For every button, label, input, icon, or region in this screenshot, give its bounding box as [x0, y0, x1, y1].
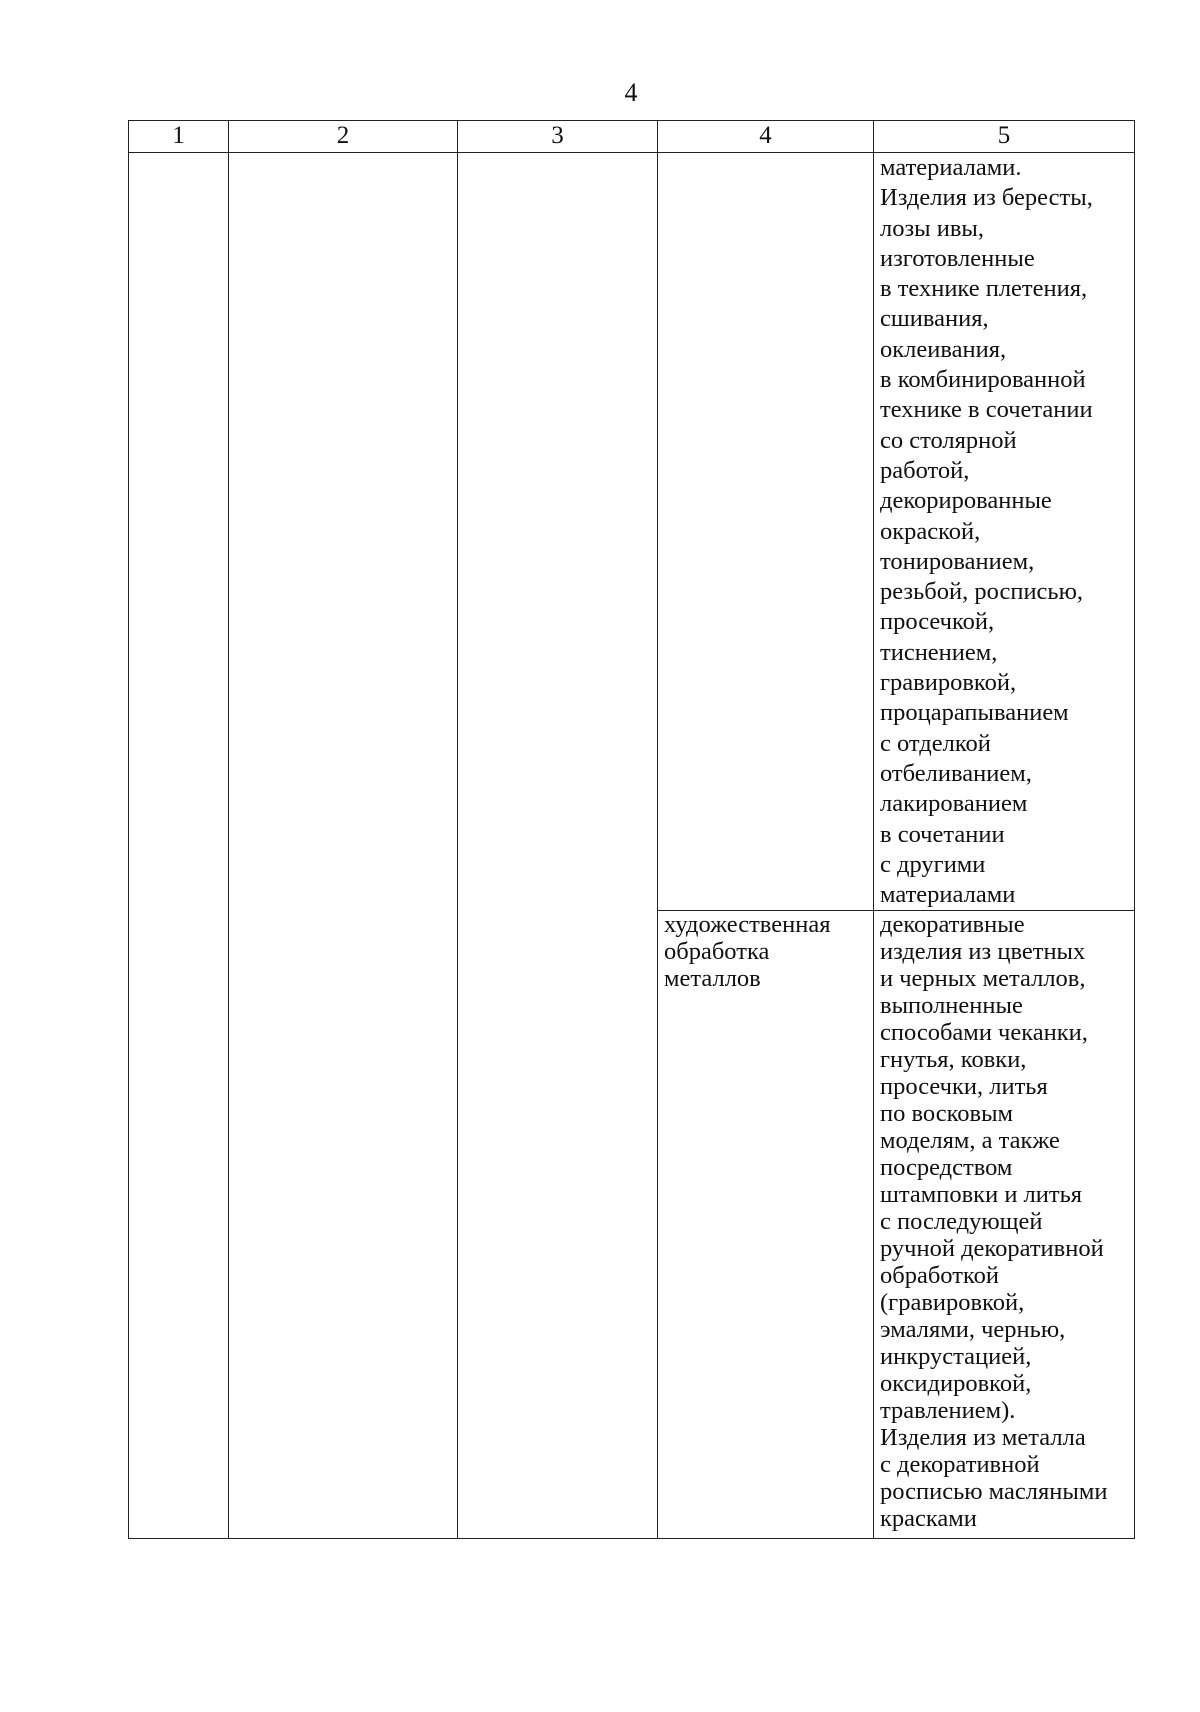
- table-cell-col5: [874, 911, 1135, 1539]
- column-header-1: 1: [129, 121, 229, 153]
- table-cell-col1: [129, 153, 229, 1539]
- table-header-row: [129, 121, 1135, 153]
- column-header-5: 5: [874, 121, 1135, 153]
- table-cell-col4: [658, 153, 874, 911]
- column-header-4: 4: [658, 121, 874, 153]
- table-cell-col5: [874, 153, 1135, 911]
- cell-text-row2-col4: художественная обработка металлов: [664, 911, 831, 993]
- table-row: [129, 153, 1135, 911]
- table-cell-col3: [458, 153, 658, 1539]
- cell-text-row2-col5: декоративные изделия из цветных и черных металлов, выполненные способами чеканки, гнутья, ковки, просечки, литья по восковым моделям, а также посредством штамповки и литья с последующей ручной декоративной обработкой (гравировкой, эмалями, чернью, инкрустацией, оксидировкой, травлением). Изделия из металла с декоративной росписью масляными красками: [880, 911, 1108, 1533]
- table-cell-col4: [658, 911, 874, 1539]
- cell-text-row1-col5: материалами. Изделия из бересты, лозы ивы, изготовленные в технике плетения, сшивания, оклеивания, в комбинированной технике в сочетании со столярной работой, декорированные окраской, тонированием, резьбой, росписью, просечкой, тиснением, гравировкой, процарапыванием с отделкой отбеливанием, лакированием в сочетании с другими материалами: [880, 154, 1093, 909]
- column-header-2: 2: [229, 121, 458, 153]
- page-number: 4: [624, 78, 638, 107]
- column-header-3: 3: [458, 121, 658, 153]
- document-table: [128, 120, 1135, 1539]
- table-cell-col2: [229, 153, 458, 1539]
